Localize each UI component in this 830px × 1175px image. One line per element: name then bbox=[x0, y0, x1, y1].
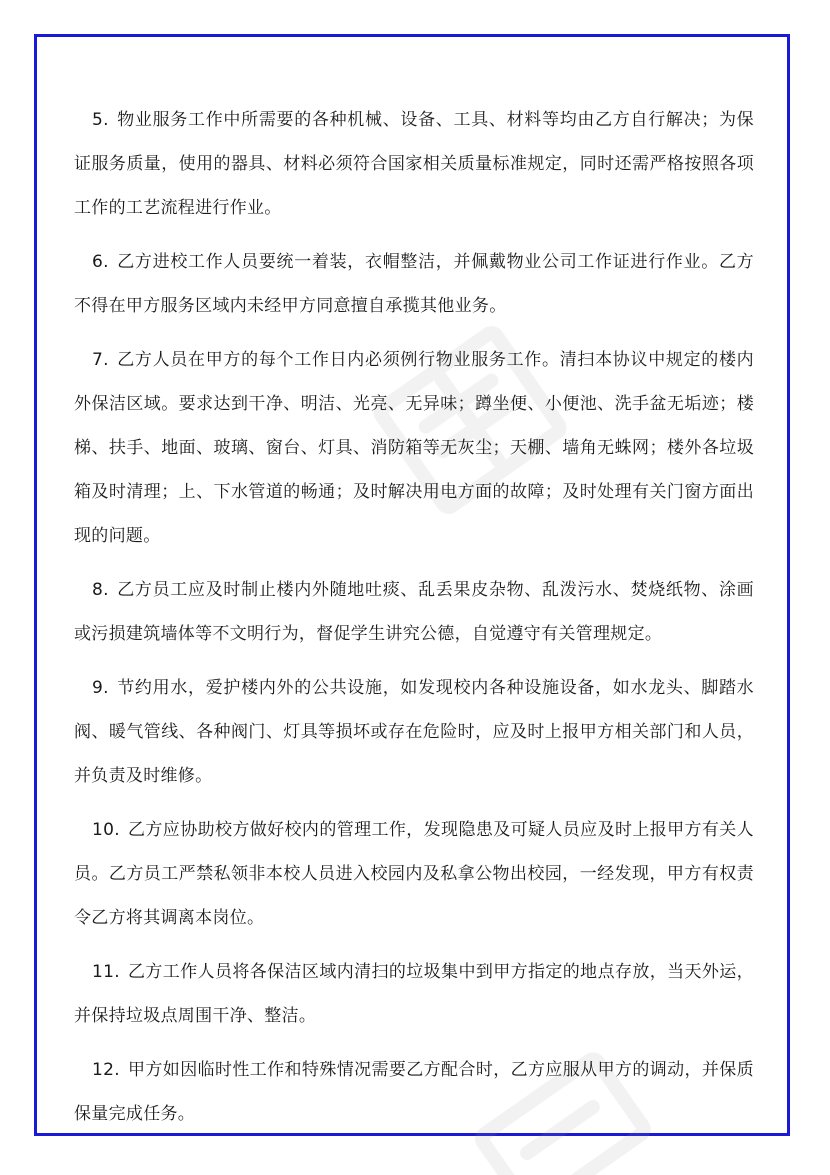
clause-number: 7. bbox=[92, 350, 109, 370]
clause-number: 12. bbox=[92, 1060, 120, 1080]
clause-text: 乙方进校工作人员要统一着装，衣帽整洁，并佩戴物业公司工作证进行作业。乙方不得在甲方服务区域内未经甲方同意擅自承揽其他业务。 bbox=[74, 252, 754, 316]
clause-text: 乙方工作人员将各保洁区域内清扫的垃圾集中到甲方指定的地点存放，当天外运，并保持垃圾点周围干净、整洁。 bbox=[74, 962, 754, 1026]
clause-text: 乙方人员在甲方的每个工作日内必须例行物业服务工作。清扫本协议中规定的楼内外保洁区域。要求达到干净、明洁、光亮、无异味；蹲坐便、小便池、洗手盆无垢迹；楼梯、扶手、地面、玻璃、窗台、灯具、消防箱等无灰尘；天棚、墙角无蛛网；楼外各垃圾箱及时清理；上、下水管道的畅通；及时解决用电方面的故障；及时处理有关门窗方面出现的问题。 bbox=[74, 350, 754, 546]
clause-text: 乙方应协助校方做好校内的管理工作，发现隐患及可疑人员应及时上报甲方有关人员。乙方员工严禁私领非本校人员进入校园内及私拿公物出校园，一经发现，甲方有权责令乙方将其调离本岗位。 bbox=[74, 820, 754, 928]
clause-number: 11. bbox=[92, 962, 120, 982]
clause-10 bbox=[74, 808, 754, 940]
document-body bbox=[74, 98, 754, 1146]
clause-text: 乙方员工应及时制止楼内外随地吐痰、乱丢果皮杂物、乱泼污水、焚烧纸物、涂画或污损建筑墙体等不文明行为，督促学生讲究公德，自觉遵守有关管理规定。 bbox=[74, 580, 754, 644]
clause-number: 10. bbox=[92, 820, 120, 840]
clause-8 bbox=[74, 568, 754, 656]
clause-number: 5. bbox=[92, 110, 109, 130]
clause-11 bbox=[74, 950, 754, 1038]
clause-5 bbox=[74, 98, 754, 230]
clause-number: 6. bbox=[92, 252, 109, 272]
clause-number: 9. bbox=[92, 678, 109, 698]
clause-number: 8. bbox=[92, 580, 109, 600]
clause-text: 节约用水，爱护楼内外的公共设施，如发现校内各种设施设备，如水龙头、脚踏水阀、暖气管线、各种阀门、灯具等损坏或存在危险时，应及时上报甲方相关部门和人员，并负责及时维修。 bbox=[74, 678, 754, 786]
clause-7 bbox=[74, 338, 754, 558]
clause-9 bbox=[74, 666, 754, 798]
clause-text: 甲方如因临时性工作和特殊情况需要乙方配合时，乙方应服从甲方的调动，并保质保量完成任务。 bbox=[74, 1060, 754, 1124]
clause-6 bbox=[74, 240, 754, 328]
clause-12 bbox=[74, 1048, 754, 1136]
clause-text: 物业服务工作中所需要的各种机械、设备、工具、材料等均由乙方自行解决；为保证服务质量，使用的器具、材料必须符合国家相关质量标准规定，同时还需严格按照各项工作的工艺流程进行作业。 bbox=[74, 110, 754, 218]
